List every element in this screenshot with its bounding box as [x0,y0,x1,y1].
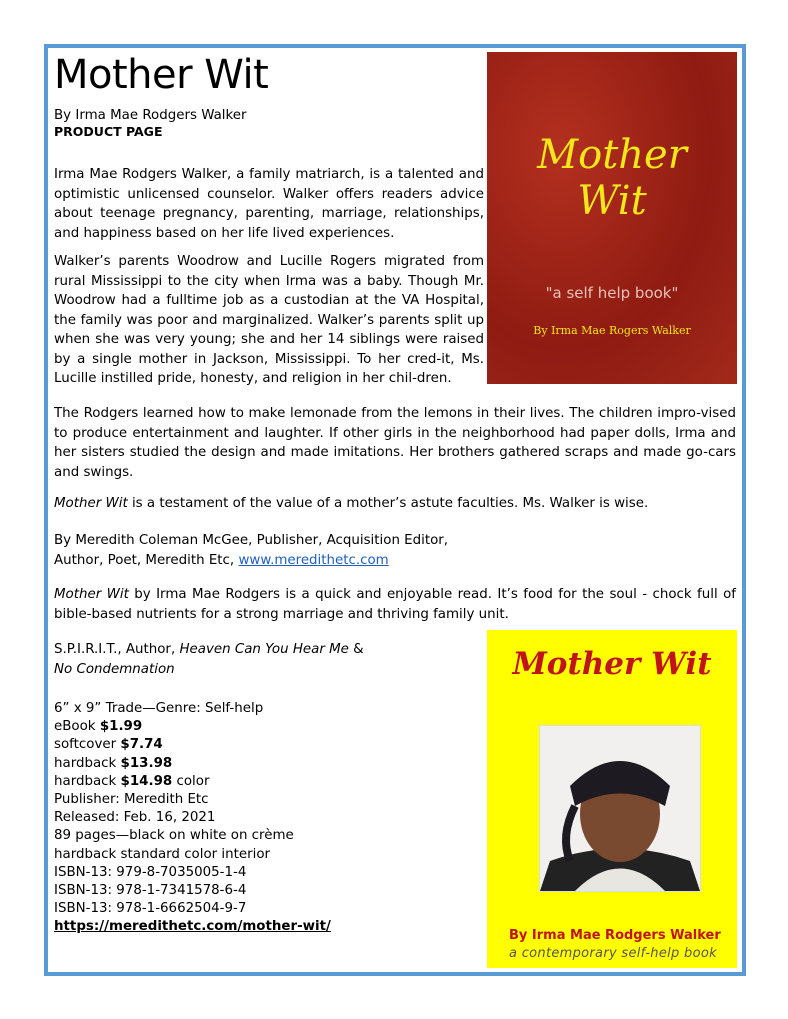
book-details [54,700,331,937]
cover-title-line1: Mother [537,132,687,178]
page-count: 89 pages—black on white on crème [54,828,294,844]
ampersand: & [348,642,364,657]
trade-size: 6” x 9” Trade—Genre: Self-help [54,701,264,716]
review-text: by Irma Mae Rodgers is a quick and enjoyable read. It’s food for the soul - chock full of bible-based nutrients for a strong marriage and thriving family unit. [54,587,736,622]
cover-author: By Irma Mae Rogers Walker [533,324,691,337]
publisher: Publisher: Meredith Etc [54,792,209,808]
cover-subtitle: "a self help book" [545,284,679,302]
intro-paragraph: Irma Mae Rodgers Walker, a family matriarch, is a talented and optimistic unlicensed counselor. Walker offers readers advice about teenage pregnancy, parenting, marriage, relationships, and happiness based on her life lived experiences. [54,167,484,241]
byline: By Irma Mae Rodgers Walker [54,108,247,123]
cover2-author: By Irma Mae Rodgers Walker [509,928,721,943]
meredithetc-link[interactable]: www.meredithetc.com [238,552,389,568]
cover2-title: Mother Wit [512,646,712,682]
book-title-italic: Mother Wit [54,496,128,511]
testament-paragraph [54,494,736,514]
product-url-link[interactable]: https://meredithetc.com/mother-wit/ [54,919,331,935]
release-date: Released: Feb. 16, 2021 [54,810,216,826]
cover2-tagline: a contemporary self-help book [509,946,717,961]
author-photo [539,725,701,892]
isbn: ISBN-13: 978-1-6662504-9-7 [54,901,247,917]
testament-text: is a testament of the value of a mother’s astute faculties. Ms. Walker is wise. [127,496,649,511]
price-hardback-color: hardback $14.98 color [54,773,210,789]
review-credit [54,531,474,570]
book-no-condemnation: No Condemnation [54,661,175,677]
review-paragraph [54,585,736,624]
spirit-credit [54,640,394,679]
spirit-name: S.P.I.R.I.T. [54,642,118,657]
lemonade-paragraph: The Rodgers learned how to make lemonade from the lemons in their lives. The children impro-vised to produce entertainment and laughter. If other girls in the neighborhood had paper dolls, Irma and her sisters studied the design and made imitations. Her brothers gathered scraps and made go-cars and swings. [54,406,736,480]
parents-paragraph: Walker’s parents Woodrow and Lucille Rogers migrated from rural Mississippi to the city when Irma was a baby. Though Mr. Woodrow had a fulltime job as a custodian at the VA Hospital, the family was poor and marginalized. Walker’s parents split up when she was very young; she and her 14 siblings were raised by a single mother in Jackson, Mississippi. To her cred-it, Ms. Lucille instilled pride, honesty, and religion in her chil-dren. [54,254,484,386]
book-cover-red [487,52,737,384]
isbn: ISBN-13: 979-8-7035005-1-4 [54,864,247,880]
price-hardback: hardback $13.98 [54,755,173,771]
isbn: ISBN-13: 978-1-7341578-6-4 [54,883,247,899]
book-title-italic: Mother Wit [54,587,129,602]
book-cover-yellow [487,630,737,968]
product-page-label: PRODUCT PAGE [54,124,163,139]
spirit-role: , Author, [117,642,180,657]
price-softcover: softcover $7.74 [54,737,163,753]
cover-title-line2: Wit [577,178,647,224]
price-ebook: eBook $1.99 [54,719,143,735]
review-credit-text: By Meredith Coleman McGee, Publisher, Acquisition Editor, Author, Poet, Meredith Etc, [54,533,449,568]
page-title: Mother Wit [54,52,269,98]
book-heaven: Heaven Can You Hear Me [179,642,349,657]
interior: hardback standard color interior [54,846,271,862]
